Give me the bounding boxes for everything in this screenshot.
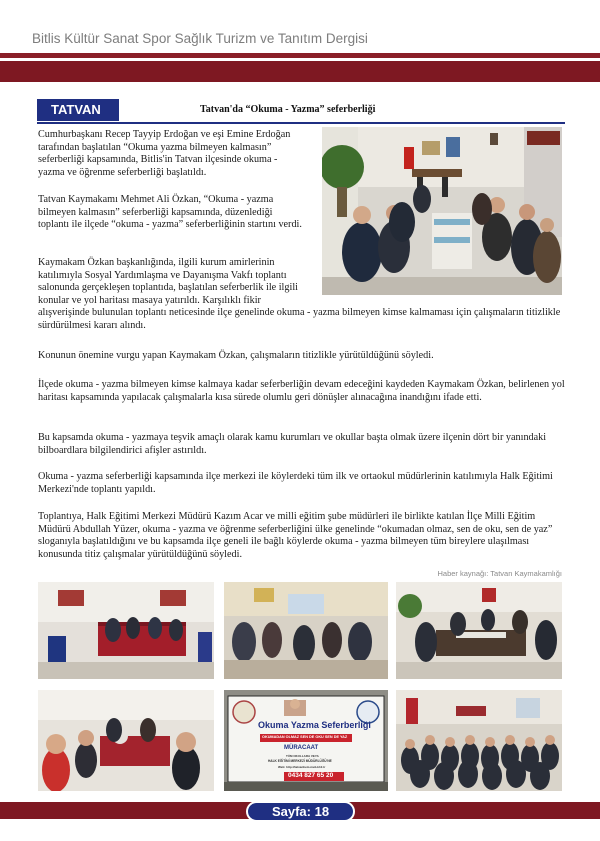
news-source: Haber kaynağı: Tatvan Kaymakamlığı [437, 569, 562, 578]
gallery-photo-1 [38, 582, 214, 679]
page-number: Sayfa: 18 [246, 801, 355, 822]
paragraph-8: Toplantıya, Halk Eğitimi Merkezi Müdürü Kazım Acar ve milli eğitim şube müdürleri ile birlikte katılan İlçe Milli Eğitim Müdürü Abdullah Yüzer, okuma - yazma ve öğrenme seferberliğini ülke genelinde “okumadan olmaz, sen de oku, sen de yaz” sloganıyla başlatıldığını ve bu kapsamda ilçe geneli ile bağlı köylerde okuma - yazma bilmeyen tüm bireylere ulaşılması konusunda titiz çalışmalar yürütüldüğünü söyledi. [38, 511, 553, 560]
banner-muracaat: MÜRACAAT [284, 745, 319, 751]
gallery-photo-6 [396, 690, 562, 791]
banner-phone: 0434 827 65 20 [288, 772, 334, 779]
header-band-thick [0, 61, 600, 82]
paragraph-6: Bu kapsamda okuma - yazmaya teşvik amaçlı olarak kamu kurumları ve okullar başta olmak üzere ilçenin dört bir yanındaki bilboardlara bilgilendirici afişler astırıldı. [38, 432, 547, 456]
gallery-photo-2 [224, 582, 388, 679]
paragraph-1: Cumhurbaşkanı Recep Tayyip Erdoğan ve eşi Emine Erdoğan tarafından başlatılan “Okuma yazma bilmeyen kalmasın” seferberliği kapsamında, Bitlis'in Tatvan ilçesinde okuma - yazma ve öğrenme seferberliği başlatıldı. [38, 129, 291, 178]
banner-title: Okuma Yazma Seferberliği [258, 720, 371, 730]
campaign-banner-photo [224, 690, 388, 791]
meeting-photo [322, 127, 562, 295]
gallery-photo-3 [396, 582, 562, 679]
magazine-title: Bitlis Kültür Sanat Spor Sağlık Turizm ve Tanıtım Dergisi [32, 31, 368, 46]
article-title: Tatvan'da “Okuma - Yazma” seferberliği [200, 104, 376, 115]
paragraph-3: Kaymakam Özkan başkanlığında, ilgili kurum amirlerinin katılımıyla Sosyal Yardımlaşma ve Dayanışma Vakfı toplantı salonunda gerçekleşen toplantıda, başlatılan seferberlik ile ilgili konular ve yol haritası masaya yatırıldı. Karşılıklı fikir [38, 257, 298, 306]
paragraph-2: Tatvan Kaymakamı Mehmet Ali Özkan, “Okuma - yazma bilmeyen kalmasın” seferberliği kapsamında, düzenlediği toplantı ile ilçede “okuma - yazma” seferberliğinin startını verdi. [38, 194, 302, 231]
paragraph-7: Okuma - yazma seferberliği kapsamında ilçe merkezi ile köylerdeki tüm ilk ve ortaokul müdürlerinin katılımıyla Halk Eğitimi Merkezi'nde toplantı yapıldı. [38, 471, 553, 495]
banner-slogan: OKUMADAN OLMAZ SEN DE OKU SEN DE YAZ [262, 735, 348, 739]
banner-line-1: TÜM OKULLARA VEYA [286, 754, 319, 758]
banner-web: Web: http://tatvanhem.meb.k12.tr [278, 765, 326, 769]
section-tag: TATVAN [37, 99, 119, 121]
gallery-photo-4 [38, 690, 214, 791]
section-divider [37, 122, 565, 124]
paragraph-4: Konunun önemine vurgu yapan Kaymakam Özkan, çalışmaların titizlikle yürütüldüğünü söyledi. [38, 350, 434, 361]
paragraph-5: İlçede okuma - yazma bilmeyen kimse kalmaya kadar seferberliğin devam edeceğini kaydeden Kaymakam Özkan, belirlenen yol haritası kapsamında yapılacak çalışmalarla kısa sürede olumlu geri dönüşler alınacağına inandığını ifade etti. [38, 379, 565, 403]
header-band-thin [0, 53, 600, 58]
paragraph-3-continued: alışverişinde bulunulan toplantı neticesinde ilçe genelinde okuma - yazma bilmeyen kimse kalmaması için çalışmaların titizlikle sürdürülmesi kararı alındı. [38, 307, 561, 331]
banner-line-2: HALK EĞİTİMİ MERKEZİ MÜDÜRLÜĞÜ'NE [268, 759, 332, 763]
